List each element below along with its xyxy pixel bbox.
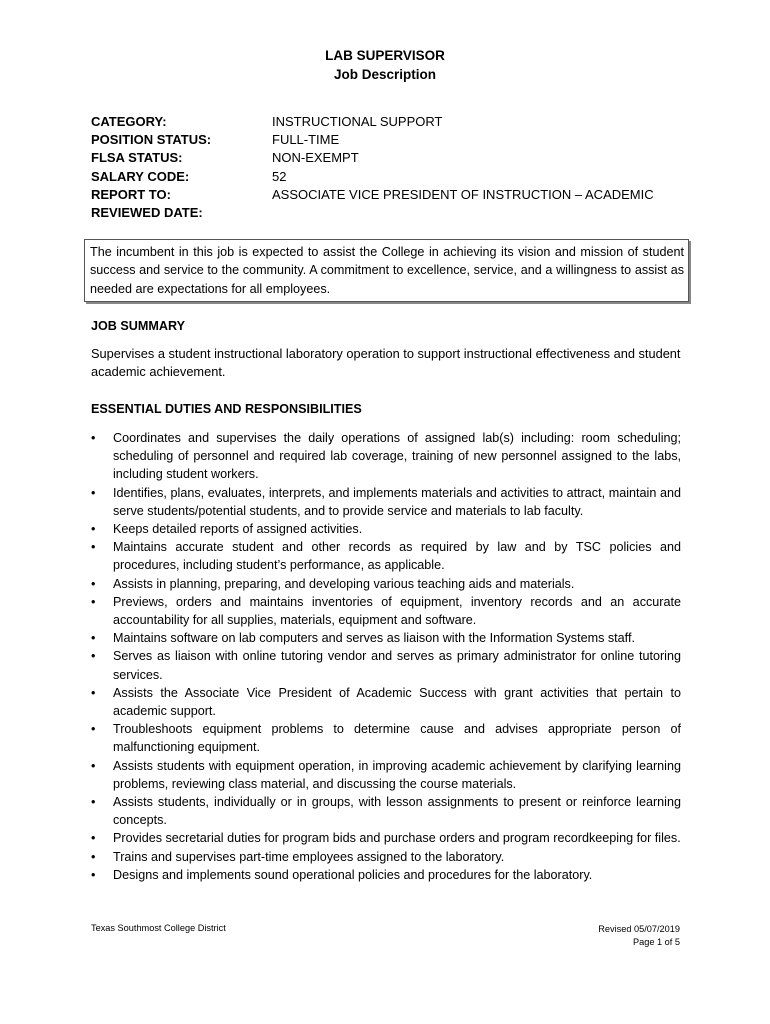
- list-item: [91, 793, 681, 829]
- list-item: [91, 720, 681, 756]
- list-item: [91, 429, 681, 484]
- bullet: •: [91, 431, 96, 445]
- duty-text: Assists students with equipment operation, in improving academic achievement by clarifying learning problems, reviewing class material, and discussing the course materials.: [113, 758, 681, 791]
- duty-text: Identifies, plans, evaluates, interprets, and implements materials and activities to attract, maintain and serve students/potential students, and to provide service and materials to lab faculty.: [113, 485, 681, 518]
- bullet: •: [91, 849, 96, 864]
- meta-label: CATEGORY:: [91, 114, 167, 129]
- job-summary-text: Supervises a student instructional laboratory operation to support instructional effectiveness and student academic achievement.: [91, 346, 681, 380]
- bullet: •: [91, 831, 96, 846]
- list-item: [91, 866, 681, 884]
- meta-value: NON-EXEMPT: [272, 150, 359, 166]
- list-item: [91, 684, 681, 720]
- meta-label: FLSA STATUS:: [91, 150, 183, 166]
- footer-organization: Texas Southmost College District: [91, 923, 226, 933]
- duty-text: Assists in planning, preparing, and developing various teaching aids and materials.: [113, 576, 575, 591]
- duty-text: Designs and implements sound operational policies and procedures for the laboratory.: [113, 867, 593, 882]
- duty-text: Troubleshoots equipment problems to determine cause and advises appropriate person of malfunctioning equipment.: [113, 722, 681, 755]
- bullet: •: [91, 867, 96, 882]
- list-item: [91, 647, 681, 683]
- meta-value: ASSOCIATE VICE PRESIDENT OF INSTRUCTION – ACADEMIC: [272, 186, 654, 202]
- bullet: •: [91, 522, 96, 537]
- duties-list: [91, 429, 681, 884]
- bullet: •: [91, 540, 96, 555]
- footer-page-number: Page 1 of 5: [633, 937, 680, 947]
- meta-value: FULL-TIME: [272, 132, 340, 148]
- job-meta-table: [91, 113, 654, 222]
- duty-text: Maintains accurate student and other records as required by law and by TSC policies and procedures, including student’s performance, as applicable.: [113, 540, 681, 573]
- meta-label: REVIEWED DATE:: [91, 205, 203, 221]
- meta-row-category: [91, 113, 654, 131]
- meta-label: REPORT TO:: [91, 186, 171, 202]
- list-item: [91, 757, 681, 793]
- duty-text: Keeps detailed reports of assigned activities.: [113, 522, 363, 537]
- mission-statement-box: The incumbent in this job is expected to assist the College in achieving its vision and mission of student success and service to the community. A commitment to excellence, service, and a willingness to assist as needed are expectations for all employees.: [84, 239, 689, 302]
- meta-label: SALARY CODE:: [91, 168, 190, 184]
- meta-row-position-status: [91, 131, 654, 149]
- footer-revision-info: [598, 923, 680, 949]
- duties-heading: ESSENTIAL DUTIES AND RESPONSIBILITIES: [91, 402, 362, 416]
- bullet: •: [91, 631, 96, 646]
- duty-text: Trains and supervises part-time employees assigned to the laboratory.: [113, 849, 505, 864]
- bullet: •: [91, 649, 96, 664]
- bullet: •: [91, 685, 96, 700]
- duty-text: Assists the Associate Vice President of Academic Success with grant activities that pertain to academic support.: [113, 685, 681, 719]
- list-item: [91, 575, 681, 593]
- job-summary-heading: JOB SUMMARY: [91, 319, 185, 333]
- list-item: [91, 593, 681, 629]
- bullet: •: [91, 576, 96, 591]
- bullet: •: [91, 722, 96, 737]
- meta-value: INSTRUCTIONAL SUPPORT: [272, 114, 443, 129]
- duty-text: Maintains software on lab computers and serves as liaison with the Information Systems staff.: [113, 631, 635, 646]
- list-item: [91, 538, 681, 574]
- duty-text: Serves as liaison with online tutoring vendor and serves as primary administrator for online tutoring services.: [113, 649, 681, 682]
- bullet: •: [91, 485, 96, 500]
- meta-row-reviewed-date: [91, 204, 654, 222]
- meta-row-salary-code: [91, 168, 654, 186]
- duty-text: Provides secretarial duties for program bids and purchase orders and program recordkeeping for files.: [113, 831, 681, 846]
- meta-value: 52: [272, 168, 287, 184]
- footer-revised-date: Revised 05/07/2019: [598, 924, 680, 934]
- bullet: •: [91, 594, 96, 609]
- list-item: [91, 829, 681, 847]
- bullet: •: [91, 758, 96, 773]
- list-item: [91, 848, 681, 866]
- duty-text: Assists students, individually or in groups, with lesson assignments to present or reinforce learning concepts.: [113, 795, 681, 828]
- list-item: [91, 484, 681, 520]
- duty-text: Coordinates and supervises the daily operations of assigned lab(s) including: room scheduling; scheduling of personnel and required lab coverage, training of new personnel assigned to the labs, including student workers.: [113, 431, 681, 482]
- meta-row-report-to: [91, 186, 654, 204]
- page-title: LAB SUPERVISOR: [325, 48, 445, 63]
- page-subtitle: Job Description: [333, 67, 436, 82]
- list-item: [91, 629, 681, 647]
- list-item: [91, 520, 681, 538]
- bullet: •: [91, 795, 96, 810]
- meta-label: POSITION STATUS:: [91, 132, 212, 148]
- meta-row-flsa-status: [91, 149, 654, 167]
- duty-text: Previews, orders and maintains inventories of equipment, inventory records and an accurate accountability for all supplies, materials, equipment and software.: [113, 594, 681, 628]
